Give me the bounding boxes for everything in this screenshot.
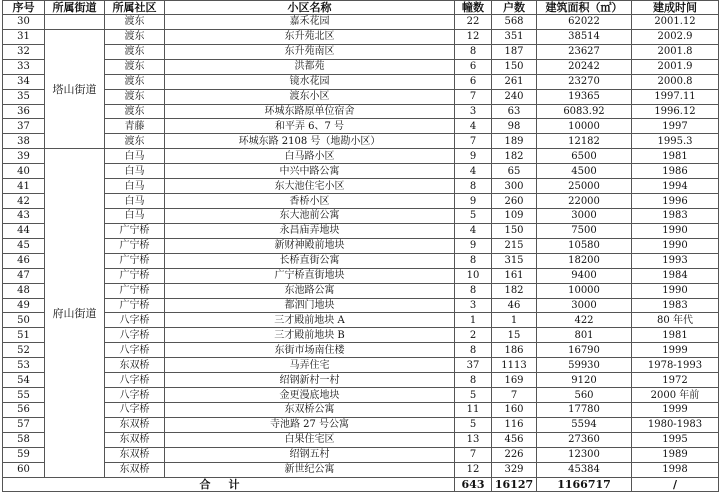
cell-name: 广宁桥直街地块 bbox=[165, 268, 455, 283]
cell-buildings: 4 bbox=[455, 164, 492, 179]
cell-area: 801 bbox=[537, 328, 632, 343]
cell-community: 渡东 bbox=[105, 59, 165, 74]
table-row bbox=[3, 298, 719, 313]
cell-area: 3000 bbox=[537, 208, 632, 223]
cell-no: 45 bbox=[3, 238, 45, 253]
cell-name: 东大池前公寓 bbox=[165, 208, 455, 223]
cell-name: 新财神殿前地块 bbox=[165, 238, 455, 253]
table-row bbox=[3, 164, 719, 179]
cell-households: 568 bbox=[492, 15, 537, 30]
cell-community: 白马 bbox=[105, 164, 165, 179]
cell-community: 渡东 bbox=[105, 89, 165, 104]
total-buildings: 643 bbox=[455, 478, 492, 492]
cell-name: 永昌庙弄地块 bbox=[165, 223, 455, 238]
cell-year: 1984 bbox=[632, 268, 719, 283]
cell-name: 渡东小区 bbox=[165, 89, 455, 104]
cell-area: 19365 bbox=[537, 89, 632, 104]
cell-area: 10580 bbox=[537, 238, 632, 253]
cell-buildings: 9 bbox=[455, 238, 492, 253]
cell-area: 7500 bbox=[537, 223, 632, 238]
cell-year: 1983 bbox=[632, 298, 719, 313]
table-row bbox=[3, 74, 719, 89]
cell-community: 白马 bbox=[105, 208, 165, 223]
cell-area: 22000 bbox=[537, 194, 632, 209]
table-row bbox=[3, 343, 719, 358]
cell-year: 80 年代 bbox=[632, 313, 719, 328]
header-area: 建筑面积（㎡） bbox=[537, 1, 632, 15]
cell-area: 5594 bbox=[537, 417, 632, 432]
cell-buildings: 4 bbox=[455, 119, 492, 134]
table-row bbox=[3, 447, 719, 462]
table-row bbox=[3, 208, 719, 223]
cell-year: 1995 bbox=[632, 432, 719, 447]
total-year: / bbox=[632, 478, 719, 492]
cell-households: 150 bbox=[492, 223, 537, 238]
cell-community: 渡东 bbox=[105, 15, 165, 30]
cell-community: 八字桥 bbox=[105, 328, 165, 343]
cell-year: 1997 bbox=[632, 119, 719, 134]
table-row bbox=[3, 238, 719, 253]
cell-year: 1981 bbox=[632, 149, 719, 164]
cell-year: 1998 bbox=[632, 462, 719, 477]
header-street: 所属街道 bbox=[45, 1, 105, 15]
cell-buildings: 12 bbox=[455, 29, 492, 44]
cell-name: 东池路公寓 bbox=[165, 283, 455, 298]
table-row bbox=[3, 15, 719, 30]
cell-no: 58 bbox=[3, 432, 45, 447]
cell-name: 东双桥公寓 bbox=[165, 402, 455, 417]
cell-street-group: 府山街道 bbox=[45, 149, 105, 478]
cell-buildings: 8 bbox=[455, 343, 492, 358]
cell-no: 42 bbox=[3, 194, 45, 209]
cell-area: 18200 bbox=[537, 253, 632, 268]
table-row bbox=[3, 253, 719, 268]
cell-no: 32 bbox=[3, 44, 45, 59]
cell-households: 189 bbox=[492, 134, 537, 149]
cell-buildings: 11 bbox=[455, 402, 492, 417]
table-row bbox=[3, 89, 719, 104]
cell-community: 八字桥 bbox=[105, 402, 165, 417]
cell-buildings: 1 bbox=[455, 313, 492, 328]
cell-year: 2001.9 bbox=[632, 59, 719, 74]
cell-name: 新世纪公寓 bbox=[165, 462, 455, 477]
cell-buildings: 8 bbox=[455, 253, 492, 268]
cell-no: 54 bbox=[3, 373, 45, 388]
cell-buildings: 8 bbox=[455, 179, 492, 194]
total-area: 1166717 bbox=[537, 478, 632, 492]
cell-community: 渡东 bbox=[105, 44, 165, 59]
cell-buildings: 22 bbox=[455, 15, 492, 30]
table-row bbox=[3, 328, 719, 343]
cell-no: 49 bbox=[3, 298, 45, 313]
cell-year: 1996.12 bbox=[632, 104, 719, 119]
cell-households: 15 bbox=[492, 328, 537, 343]
cell-buildings: 7 bbox=[455, 447, 492, 462]
cell-buildings: 37 bbox=[455, 358, 492, 373]
cell-no: 41 bbox=[3, 179, 45, 194]
cell-name: 环城东路原单位宿舍 bbox=[165, 104, 455, 119]
cell-households: 351 bbox=[492, 29, 537, 44]
cell-households: 160 bbox=[492, 402, 537, 417]
cell-area: 422 bbox=[537, 313, 632, 328]
cell-name: 寺池路 27 号公寓 bbox=[165, 417, 455, 432]
cell-buildings: 2 bbox=[455, 328, 492, 343]
cell-community: 青藤 bbox=[105, 119, 165, 134]
cell-buildings: 5 bbox=[455, 388, 492, 403]
cell-name: 和平弄 6、7 号 bbox=[165, 119, 455, 134]
cell-households: 7 bbox=[492, 388, 537, 403]
cell-households: 65 bbox=[492, 164, 537, 179]
cell-no: 55 bbox=[3, 388, 45, 403]
cell-year: 1993 bbox=[632, 253, 719, 268]
cell-households: 329 bbox=[492, 462, 537, 477]
cell-households: 315 bbox=[492, 253, 537, 268]
table-row bbox=[3, 313, 719, 328]
table-row bbox=[3, 29, 719, 44]
cell-households: 186 bbox=[492, 343, 537, 358]
cell-street-group: 塔山街道 bbox=[45, 29, 105, 148]
cell-street bbox=[45, 15, 105, 30]
header-year: 建成时间 bbox=[632, 1, 719, 15]
header-no: 序号 bbox=[3, 1, 45, 15]
cell-households: 63 bbox=[492, 104, 537, 119]
table-row bbox=[3, 104, 719, 119]
total-label: 合计 bbox=[3, 478, 455, 492]
housing-table bbox=[2, 0, 719, 492]
cell-community: 八字桥 bbox=[105, 313, 165, 328]
cell-households: 1113 bbox=[492, 358, 537, 373]
table-row bbox=[3, 358, 719, 373]
cell-buildings: 13 bbox=[455, 432, 492, 447]
cell-community: 八字桥 bbox=[105, 388, 165, 403]
cell-community: 东双桥 bbox=[105, 417, 165, 432]
cell-name: 长桥直街公寓 bbox=[165, 253, 455, 268]
header-community: 所属社区 bbox=[105, 1, 165, 15]
cell-year: 1990 bbox=[632, 283, 719, 298]
cell-area: 6500 bbox=[537, 149, 632, 164]
cell-households: 1 bbox=[492, 313, 537, 328]
cell-area: 62022 bbox=[537, 15, 632, 30]
cell-name: 东街市场南住楼 bbox=[165, 343, 455, 358]
cell-year: 2002.9 bbox=[632, 29, 719, 44]
cell-buildings: 6 bbox=[455, 59, 492, 74]
cell-area: 20242 bbox=[537, 59, 632, 74]
cell-area: 560 bbox=[537, 388, 632, 403]
cell-year: 1995.3 bbox=[632, 134, 719, 149]
cell-buildings: 7 bbox=[455, 89, 492, 104]
cell-no: 59 bbox=[3, 447, 45, 462]
cell-no: 57 bbox=[3, 417, 45, 432]
cell-area: 16790 bbox=[537, 343, 632, 358]
cell-year: 1996 bbox=[632, 194, 719, 209]
cell-area: 38514 bbox=[537, 29, 632, 44]
cell-no: 43 bbox=[3, 208, 45, 223]
cell-year: 1983 bbox=[632, 208, 719, 223]
cell-name: 香桥小区 bbox=[165, 194, 455, 209]
cell-no: 36 bbox=[3, 104, 45, 119]
cell-buildings: 7 bbox=[455, 134, 492, 149]
cell-buildings: 8 bbox=[455, 44, 492, 59]
table-row bbox=[3, 388, 719, 403]
cell-area: 10000 bbox=[537, 283, 632, 298]
cell-households: 109 bbox=[492, 208, 537, 223]
cell-buildings: 10 bbox=[455, 268, 492, 283]
cell-households: 261 bbox=[492, 74, 537, 89]
cell-no: 40 bbox=[3, 164, 45, 179]
cell-community: 广宁桥 bbox=[105, 283, 165, 298]
cell-no: 51 bbox=[3, 328, 45, 343]
cell-name: 中兴中路公寓 bbox=[165, 164, 455, 179]
cell-community: 渡东 bbox=[105, 104, 165, 119]
cell-community: 广宁桥 bbox=[105, 253, 165, 268]
cell-households: 300 bbox=[492, 179, 537, 194]
cell-name: 马弄住宅 bbox=[165, 358, 455, 373]
cell-households: 169 bbox=[492, 373, 537, 388]
cell-name: 东升苑北区 bbox=[165, 29, 455, 44]
cell-area: 6083.92 bbox=[537, 104, 632, 119]
cell-community: 渡东 bbox=[105, 74, 165, 89]
table-row bbox=[3, 462, 719, 477]
cell-no: 46 bbox=[3, 253, 45, 268]
cell-households: 187 bbox=[492, 44, 537, 59]
cell-community: 广宁桥 bbox=[105, 298, 165, 313]
table-row bbox=[3, 373, 719, 388]
cell-year: 1994 bbox=[632, 179, 719, 194]
cell-households: 260 bbox=[492, 194, 537, 209]
cell-area: 12182 bbox=[537, 134, 632, 149]
cell-name: 三才殿前地块 A bbox=[165, 313, 455, 328]
cell-no: 53 bbox=[3, 358, 45, 373]
cell-name: 白马路小区 bbox=[165, 149, 455, 164]
cell-buildings: 9 bbox=[455, 149, 492, 164]
cell-name: 镜水花园 bbox=[165, 74, 455, 89]
cell-households: 116 bbox=[492, 417, 537, 432]
cell-buildings: 5 bbox=[455, 208, 492, 223]
cell-buildings: 8 bbox=[455, 373, 492, 388]
cell-buildings: 9 bbox=[455, 194, 492, 209]
table-row bbox=[3, 59, 719, 74]
cell-name: 三才殿前地块 B bbox=[165, 328, 455, 343]
cell-year: 1980-1983 bbox=[632, 417, 719, 432]
cell-name: 洪都苑 bbox=[165, 59, 455, 74]
cell-households: 46 bbox=[492, 298, 537, 313]
cell-year: 1990 bbox=[632, 223, 719, 238]
cell-community: 白马 bbox=[105, 194, 165, 209]
cell-year: 2000 年前 bbox=[632, 388, 719, 403]
cell-year: 1999 bbox=[632, 402, 719, 417]
table-row bbox=[3, 149, 719, 164]
cell-buildings: 5 bbox=[455, 417, 492, 432]
cell-area: 4500 bbox=[537, 164, 632, 179]
cell-buildings: 3 bbox=[455, 298, 492, 313]
cell-year: 1981 bbox=[632, 328, 719, 343]
cell-households: 161 bbox=[492, 268, 537, 283]
cell-year: 2000.8 bbox=[632, 74, 719, 89]
cell-no: 47 bbox=[3, 268, 45, 283]
cell-year: 1990 bbox=[632, 238, 719, 253]
cell-community: 广宁桥 bbox=[105, 268, 165, 283]
cell-area: 23627 bbox=[537, 44, 632, 59]
cell-households: 240 bbox=[492, 89, 537, 104]
cell-year: 2001.12 bbox=[632, 15, 719, 30]
cell-area: 3000 bbox=[537, 298, 632, 313]
table-body bbox=[3, 15, 719, 478]
table-row bbox=[3, 402, 719, 417]
cell-year: 1972 bbox=[632, 373, 719, 388]
cell-area: 25000 bbox=[537, 179, 632, 194]
cell-name: 金更漫底地块 bbox=[165, 388, 455, 403]
cell-buildings: 8 bbox=[455, 283, 492, 298]
cell-no: 30 bbox=[3, 15, 45, 30]
cell-households: 215 bbox=[492, 238, 537, 253]
cell-community: 白马 bbox=[105, 179, 165, 194]
header-name: 小区名称 bbox=[165, 1, 455, 15]
cell-name: 都泗门地块 bbox=[165, 298, 455, 313]
cell-community: 白马 bbox=[105, 149, 165, 164]
cell-no: 38 bbox=[3, 134, 45, 149]
cell-buildings: 12 bbox=[455, 462, 492, 477]
cell-community: 广宁桥 bbox=[105, 238, 165, 253]
cell-community: 八字桥 bbox=[105, 343, 165, 358]
cell-households: 98 bbox=[492, 119, 537, 134]
cell-area: 45384 bbox=[537, 462, 632, 477]
cell-name: 环城东路 2108 号（地勘小区） bbox=[165, 134, 455, 149]
cell-area: 17780 bbox=[537, 402, 632, 417]
cell-no: 39 bbox=[3, 149, 45, 164]
table-row bbox=[3, 432, 719, 447]
cell-no: 44 bbox=[3, 223, 45, 238]
cell-name: 绍钢五村 bbox=[165, 447, 455, 462]
cell-community: 东双桥 bbox=[105, 432, 165, 447]
cell-no: 56 bbox=[3, 402, 45, 417]
cell-area: 9120 bbox=[537, 373, 632, 388]
cell-area: 23270 bbox=[537, 74, 632, 89]
cell-no: 50 bbox=[3, 313, 45, 328]
cell-buildings: 6 bbox=[455, 74, 492, 89]
cell-households: 226 bbox=[492, 447, 537, 462]
table-row bbox=[3, 283, 719, 298]
cell-community: 东双桥 bbox=[105, 447, 165, 462]
cell-households: 182 bbox=[492, 149, 537, 164]
cell-no: 35 bbox=[3, 89, 45, 104]
header-households: 户数 bbox=[492, 1, 537, 15]
cell-no: 52 bbox=[3, 343, 45, 358]
cell-area: 59930 bbox=[537, 358, 632, 373]
header-row bbox=[3, 1, 719, 15]
table-row bbox=[3, 134, 719, 149]
cell-buildings: 4 bbox=[455, 223, 492, 238]
cell-households: 456 bbox=[492, 432, 537, 447]
cell-no: 34 bbox=[3, 74, 45, 89]
table-row bbox=[3, 268, 719, 283]
cell-year: 1978-1993 bbox=[632, 358, 719, 373]
table-row bbox=[3, 44, 719, 59]
cell-community: 八字桥 bbox=[105, 373, 165, 388]
cell-community: 东双桥 bbox=[105, 358, 165, 373]
cell-year: 2001.8 bbox=[632, 44, 719, 59]
cell-area: 9400 bbox=[537, 268, 632, 283]
cell-no: 60 bbox=[3, 462, 45, 477]
cell-area: 12300 bbox=[537, 447, 632, 462]
cell-year: 1997.11 bbox=[632, 89, 719, 104]
total-row bbox=[3, 478, 719, 492]
cell-name: 嘉禾花园 bbox=[165, 15, 455, 30]
header-buildings: 幢数 bbox=[455, 1, 492, 15]
cell-no: 48 bbox=[3, 283, 45, 298]
cell-community: 渡东 bbox=[105, 29, 165, 44]
cell-name: 东升苑南区 bbox=[165, 44, 455, 59]
total-households: 16127 bbox=[492, 478, 537, 492]
cell-area: 27360 bbox=[537, 432, 632, 447]
cell-year: 1986 bbox=[632, 164, 719, 179]
cell-community: 广宁桥 bbox=[105, 223, 165, 238]
cell-no: 37 bbox=[3, 119, 45, 134]
cell-year: 1989 bbox=[632, 447, 719, 462]
cell-community: 渡东 bbox=[105, 134, 165, 149]
cell-no: 31 bbox=[3, 29, 45, 44]
cell-area: 10000 bbox=[537, 119, 632, 134]
cell-year: 1999 bbox=[632, 343, 719, 358]
cell-buildings: 3 bbox=[455, 104, 492, 119]
table-row bbox=[3, 417, 719, 432]
cell-community: 东双桥 bbox=[105, 462, 165, 477]
cell-name: 绍钢新村一村 bbox=[165, 373, 455, 388]
cell-name: 东大池住宅小区 bbox=[165, 179, 455, 194]
cell-households: 150 bbox=[492, 59, 537, 74]
table-row bbox=[3, 179, 719, 194]
cell-households: 182 bbox=[492, 283, 537, 298]
table-row bbox=[3, 223, 719, 238]
table-row bbox=[3, 194, 719, 209]
cell-name: 白果住宅区 bbox=[165, 432, 455, 447]
table-row bbox=[3, 119, 719, 134]
cell-no: 33 bbox=[3, 59, 45, 74]
